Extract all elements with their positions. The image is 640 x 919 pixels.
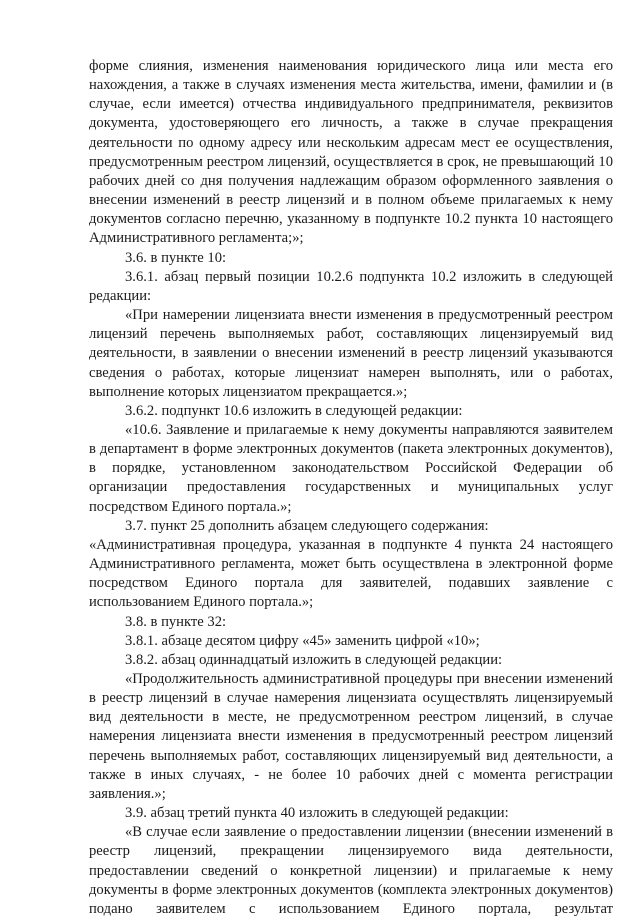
paragraph-3-8-1: 3.8.1. абзаце десятом цифру «45» заменить цифрой «10»;	[125, 632, 480, 649]
paragraph-3-8-2: 3.8.2. абзац одиннадцатый изложить в следующей редакции:	[125, 651, 503, 668]
paragraph-quote-10-2-6: «При намерении лицензиата внести изменения в предусмотренный реестром лицензий перечень выполняемых работ, составляющих лицензируемый вид деятельности, в заявлении о внесении изменений в реестр лицензий указываются сведения о работах, которые лицензиат намерен выполнять, или о работах, выполнение которых лицензиатом прекращается.»;	[89, 307, 613, 400]
paragraph-3-6-2: 3.6.2. подпункт 10.6 изложить в следующей редакции:	[125, 402, 463, 419]
paragraph-3-9: 3.9. абзац третий пункта 40 изложить в следующей редакции:	[125, 805, 509, 822]
paragraph-quote-32: «Продолжительность административной процедуры при внесении изменений в реестр лицензий в случае намерения лицензиата осуществлять лицензируемый вид деятельности в месте, не предусмотренном реестром лицензий, в случае намерения лицензиата внести изменения в предусмотренный реестром лицензий перечень выполняемых работ, составляющих лицензируемый вид деятельности, а также в иных случаях, - не более 10 рабочих дней с момента регистрации заявления.»;	[89, 671, 613, 802]
paragraph-3-6-1: 3.6.1. абзац первый позиции 10.2.6 подпункта 10.2 изложить в следующей редакции:	[89, 268, 613, 304]
paragraph-quote-25: «Административная процедура, указанная в подпункте 4 пункта 24 настоящего Административного регламента, может быть осуществлена в электронной форме посредством Единого портала для заявителей, подавших заявление с использованием Единого портала.»;	[89, 536, 613, 611]
paragraph-continuation: форме слияния, изменения наименования юридического лица или места его нахождения, а также в случаях изменения места жительства, имени, фамилии и (в случае, если имеется) отчества индивидуального предпринимателя, реквизитов документа, удостоверяющего его личность, а также в случае прекращения деятельности по одному адресу или нескольким адресам мест ее осуществления, предусмотренным реестром лицензий, осуществляется в срок, не превышающий 10 рабочих дней со дня получения надлежащим образом оформленного заявления о внесении изменений в реестр лицензий и в полном объеме прилагаемых к нему документов согласно перечню, указанному в подпункте 10.2 пункта 10 настоящего Административного регламента;»;	[89, 58, 613, 247]
paragraph-3-8: 3.8. в пункте 32:	[125, 613, 227, 630]
document-body	[89, 57, 613, 919]
paragraph-3-6: 3.6. в пункте 10:	[125, 249, 227, 266]
paragraph-3-7: 3.7. пункт 25 дополнить абзацем следующего содержания:	[125, 517, 489, 534]
paragraph-quote-10-6: «10.6. Заявление и прилагаемые к нему документы направляются заявителем в департамент в форме электронных документов (пакета электронных документов), в порядке, установленном законодательством Российской Федерации об организации предоставления государственных и муниципальных услуг посредством Единого портала.»;	[89, 421, 613, 515]
paragraph-quote-40: «В случае если заявление о предоставлении лицензии (внесении изменений в реестр лицензий, прекращении лицензируемого вида деятельности, предоставлении сведений о конкретной лицензии) и прилагаемые к нему документы в форме электронных документов (комплекта электронных документов) подано заявителем с использованием Единого портала, результат	[89, 824, 613, 917]
